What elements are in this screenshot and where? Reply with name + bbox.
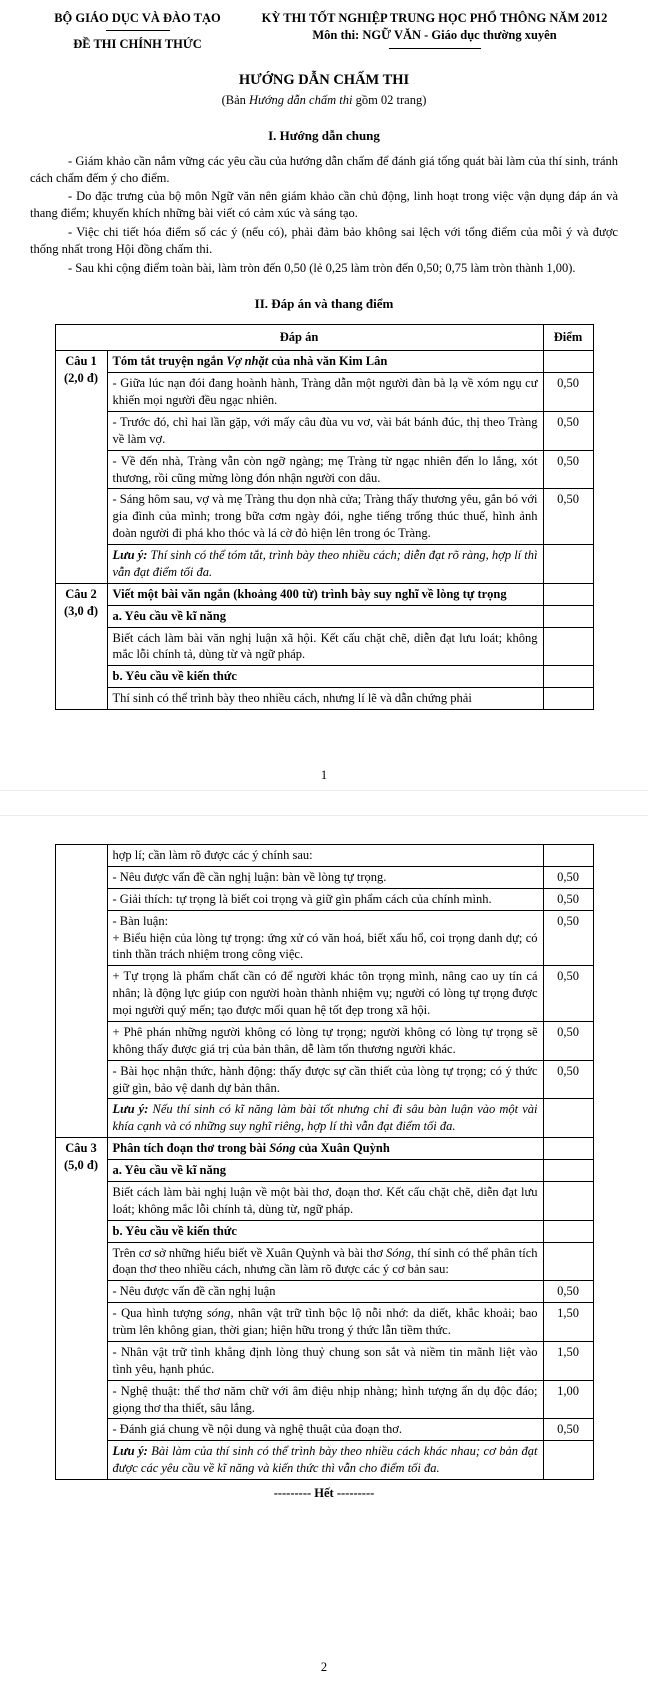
section-1-heading: I. Hướng dẫn chung (268, 128, 380, 144)
text-segment: Thí sinh có thể tóm tắt, trình bày theo nhiều cách; diễn đạt rõ ràng, hợp lí thì vẫn đạt điểm tối đa. (112, 548, 538, 579)
answer-paragraph (113, 491, 538, 542)
answer-paragraph (113, 1305, 538, 1339)
table-row (55, 450, 593, 489)
score-cell: 0,50 (543, 966, 593, 1022)
answer-cell (107, 666, 543, 688)
score-cell: 0,50 (543, 1419, 593, 1441)
answer-paragraph (113, 891, 538, 908)
guideline-item-1: - Giám khảo cần nắm vững các yêu cầu của hướng dẫn chấm để đánh giá tổng quát bài làm của thí sinh, tránh cách chấm đếm ý cho điểm. (30, 153, 618, 185)
table-row (55, 1021, 593, 1060)
table-row (55, 545, 593, 584)
answer-cell (107, 1138, 543, 1160)
question-points: (2,0 đ) (63, 371, 99, 386)
table-row (55, 583, 593, 605)
question-number: Câu 3 (65, 1141, 97, 1156)
table-header-row (55, 325, 593, 351)
text-segment: a. Yêu cầu về kĩ năng (112, 608, 226, 623)
answer-paragraph (113, 1024, 538, 1058)
score-cell: 1,00 (543, 1380, 593, 1419)
answer-paragraph (113, 1184, 538, 1218)
answer-cell (107, 966, 543, 1022)
answer-cell (107, 845, 543, 867)
text-segment: - Nghệ thuật: thể thơ năm chữ với âm điệu nhịp nhàng; hình tượng ẩn dụ độc đáo; giọng thơ tha thiết, sâu lắng. (112, 1383, 538, 1415)
answer-paragraph (113, 1383, 538, 1417)
answer-cell (107, 1242, 543, 1281)
score-cell (543, 1160, 593, 1182)
score-cell: 0,50 (543, 1021, 593, 1060)
answer-cell (107, 351, 543, 373)
score-cell: 0,50 (543, 1060, 593, 1099)
answer-paragraph (113, 375, 538, 409)
table-row (55, 1303, 593, 1342)
text-segment: b. Yêu cầu về kiến thức (112, 1223, 237, 1238)
answer-cell (107, 373, 543, 412)
answer-cell (107, 489, 543, 545)
answer-paragraph (113, 414, 538, 448)
text-segment: Vợ nhặt (226, 354, 269, 369)
page-break (0, 790, 648, 816)
score-column-header: Điểm (543, 325, 593, 351)
answer-cell (107, 627, 543, 666)
text-segment: Lưu ý: (112, 1102, 149, 1117)
answer-cell (107, 605, 543, 627)
subtitle-post: gồm 02 trang) (352, 93, 427, 108)
exam-title: KỲ THI TỐT NGHIỆP TRUNG HỌC PHỔ THÔNG NĂM 2012 (261, 11, 608, 25)
answer-cell (107, 411, 543, 450)
text-segment: Lưu ý: (112, 548, 148, 563)
table-row (55, 605, 593, 627)
answer-column-header: Đáp án (55, 325, 543, 351)
answer-paragraph (113, 1063, 538, 1097)
question-label-cell (55, 1138, 107, 1480)
text-segment: Lưu ý: (112, 1444, 148, 1459)
guideline-item-2: - Do đặc trưng của bộ môn Ngữ văn nên giám khảo cần chủ động, linh hoạt trong việc vận dụng đáp án và thang điểm; khuyến khích những bài viết có cảm xúc và sáng tạo. (30, 189, 618, 221)
answer-cell (107, 888, 543, 910)
text-segment: sóng (206, 1306, 231, 1321)
section-2-heading: II. Đáp án và thang điểm (254, 295, 394, 311)
answer-paragraph (113, 1421, 538, 1438)
answer-paragraph (113, 630, 538, 664)
table-row (55, 1181, 593, 1220)
answer-paragraph (113, 547, 538, 581)
question-label-cell (55, 845, 107, 1138)
answer-cell (107, 1021, 543, 1060)
page-1 (0, 0, 648, 790)
text-segment: của Xuân Quỳnh (295, 1141, 390, 1156)
question-points: (3,0 đ) (63, 603, 99, 618)
score-cell: 0,50 (543, 1281, 593, 1303)
table-row (55, 845, 593, 867)
text-segment: - Bài học nhận thức, hành động: thấy được sự cần thiết của lòng tự trọng; có ý thức giữ gìn, bảo vệ danh dự bản thân. (112, 1063, 538, 1095)
text-segment: Sóng (386, 1245, 412, 1260)
answer-paragraph (113, 1140, 538, 1157)
table-row (55, 1220, 593, 1242)
score-cell (543, 1099, 593, 1138)
table-row (55, 866, 593, 888)
table-row (55, 1419, 593, 1441)
score-cell: 0,50 (543, 411, 593, 450)
table-row (55, 373, 593, 412)
text-segment: , thí sinh có thể phân tích đoạn thơ theo nhiều cách, nhưng cần làm rõ được các ý cơ bản sau: (112, 1245, 538, 1277)
answer-cell (107, 545, 543, 584)
question-number: Câu 1 (65, 354, 97, 369)
answer-paragraph (113, 913, 538, 930)
document-subtitle (30, 92, 618, 109)
answer-cell (107, 450, 543, 489)
answer-paragraph (113, 353, 538, 370)
score-cell: 0,50 (543, 866, 593, 888)
header-rule-left (106, 30, 170, 31)
end-mark: --------- Hết --------- (273, 1486, 375, 1500)
text-segment: Sóng (269, 1141, 296, 1156)
text-segment: - Nhân vật trữ tình khẳng định lòng thuỷ chung son sắt và niềm tin mãnh liệt vào tình yêu, hạnh phúc. (112, 1344, 538, 1376)
question-label-cell (55, 351, 107, 584)
answer-paragraph (113, 668, 538, 685)
answer-cell (107, 1441, 543, 1480)
answer-paragraph (113, 1443, 538, 1477)
answer-paragraph (113, 930, 538, 964)
subtitle-italic: Hướng dẫn chấm thi (249, 93, 353, 108)
document-header (30, 10, 618, 53)
score-cell: 0,50 (543, 450, 593, 489)
score-cell (543, 545, 593, 584)
score-cell: 1,50 (543, 1303, 593, 1342)
table-row (55, 888, 593, 910)
text-segment: Trên cơ sở những hiểu biết về Xuân Quỳnh và bài thơ (112, 1245, 387, 1260)
score-cell (543, 1220, 593, 1242)
answer-cell (107, 1281, 543, 1303)
table-row (55, 489, 593, 545)
guideline-item-4: - Sau khi cộng điểm toàn bài, làm tròn đến 0,50 (lẻ 0,25 làm tròn đến 0,50; 0,75 làm tròn thành 1,00). (68, 260, 576, 275)
score-cell (543, 1138, 593, 1160)
answer-paragraph (113, 1162, 538, 1179)
header-rule-right (389, 48, 481, 49)
score-cell (543, 351, 593, 373)
answer-cell (107, 583, 543, 605)
page-2-number: 2 (320, 1660, 328, 1675)
text-segment: Bài làm của thí sinh có thể trình bày theo nhiều cách khác nhau; cơ bản đạt được các yêu cầu về kĩ năng và kiến thức thì vẫn cho điểm tối đa. (112, 1444, 538, 1476)
text-segment: Biết cách làm bài văn nghị luận xã hội. Kết cấu chặt chẽ, diễn đạt lưu loát; không mắc lỗi chính tả, dùng từ và ngữ pháp. (112, 630, 538, 662)
question-points: (5,0 đ) (63, 1158, 99, 1172)
text-segment: của nhà văn Kim Lân (268, 354, 388, 369)
answer-paragraph (113, 1344, 538, 1378)
answer-paragraph (113, 690, 538, 707)
page-1-number: 1 (320, 768, 328, 783)
answer-cell (107, 1099, 543, 1138)
score-cell: 0,50 (543, 910, 593, 966)
text-segment: hợp lí; cần làm rõ được các ý chính sau: (112, 848, 313, 862)
table-row (55, 351, 593, 373)
answer-paragraph (113, 586, 538, 603)
official-exam-label: ĐỀ THI CHÍNH THỨC (73, 36, 202, 51)
answer-paragraph (113, 1101, 538, 1135)
text-segment: + Biểu hiện của lòng tự trọng: ứng xử có văn hoá, biết xấu hổ, coi trọng danh dự; có tinh thần trách nhiệm trong công việc. (112, 930, 538, 962)
answer-paragraph (113, 453, 538, 487)
answer-paragraph (113, 869, 538, 886)
question-number: Câu 2 (65, 586, 97, 601)
text-segment: - Nêu được vấn đề cần nghị luận (112, 1284, 276, 1299)
answer-paragraph (113, 847, 538, 864)
table-row (55, 1138, 593, 1160)
table-row (55, 666, 593, 688)
answer-cell (107, 866, 543, 888)
text-segment: + Phê phán những người không có lòng tự trọng; người không có lòng tự trọng sẽ không thấy được giá trị của bản thân, dễ làm tổn thương người khác. (112, 1024, 538, 1056)
issuing-authority-block (30, 10, 245, 53)
table-row (55, 1242, 593, 1281)
answer-cell (107, 1060, 543, 1099)
table-row (55, 1441, 593, 1480)
answer-paragraph (113, 1245, 538, 1279)
text-segment: + Tự trọng là phẩm chất cần có để người khác tôn trọng mình, nâng cao uy tín cá nhân; là động lực giúp con người hoàn thành nhiệm vụ; người có lòng tự trọng được mọi người quý mến; tạo được mối quan hệ tốt đẹp trong xã hội. (112, 969, 538, 1017)
score-cell: 0,50 (543, 373, 593, 412)
text-segment: - Giải thích: tự trọng là biết coi trọng và giữ gìn phẩm cách của chính mình. (112, 891, 492, 906)
text-segment: Viết một bài văn ngắn (khoảng 400 từ) trình bày suy nghĩ về lòng tự trọng (112, 586, 507, 601)
question-label-cell (55, 583, 107, 709)
answer-cell (107, 1181, 543, 1220)
table-row (55, 1341, 593, 1380)
exam-subject: Môn thi: NGỮ VĂN - Giáo dục thường xuyên (312, 27, 557, 42)
answer-paragraph (113, 968, 538, 1019)
answer-cell (107, 910, 543, 966)
answer-cell (107, 1380, 543, 1419)
score-cell: 0,50 (543, 888, 593, 910)
text-segment: b. Yêu cầu về kiến thức (112, 669, 237, 684)
score-cell (543, 583, 593, 605)
answer-paragraph (113, 1283, 538, 1300)
answer-paragraph (113, 1223, 538, 1240)
table-row (55, 627, 593, 666)
table-row (55, 966, 593, 1022)
score-cell: 0,50 (543, 489, 593, 545)
table-row (55, 1060, 593, 1099)
text-segment: Nếu thí sinh có kĩ năng làm bài tốt nhưng chỉ đi sâu bàn luận vào một vài khía cạnh và có những suy nghĩ riêng, hợp lí thì vẫn đạt điểm tối đa. (112, 1102, 538, 1134)
score-cell (543, 1181, 593, 1220)
text-segment: Biết cách làm bài nghị luận về một bài thơ, đoạn thơ. Kết cấu chặt chẽ, diễn đạt lưu loát; không mắc lỗi chính tả, dùng từ, ngữ pháp. (112, 1184, 538, 1216)
answer-cell (107, 1419, 543, 1441)
document-title: HƯỚNG DẪN CHẤM THI (238, 71, 410, 88)
answer-table-page-1 (55, 324, 594, 710)
ministry-name: BỘ GIÁO DỤC VÀ ĐÀO TẠO (54, 11, 221, 25)
text-segment: , nhân vật trữ tình bộc lộ nỗi nhớ: da diết, khắc khoải; bao trùm lên không gian, thời gian; hiện hữu trong ý thức lẫn tiềm thức. (112, 1306, 538, 1337)
answer-cell (107, 688, 543, 710)
exam-title-block (245, 10, 618, 51)
table-row (55, 688, 593, 710)
answer-cell (107, 1341, 543, 1380)
text-segment: - Về đến nhà, Tràng vẫn còn ngỡ ngàng; mẹ Tràng từ ngạc nhiên đến lo lắng, xót thương, rồi cũng mừng lòng đón nhận người con dâu. (112, 453, 538, 485)
score-cell (543, 666, 593, 688)
text-segment: - Nêu được vấn đề cần nghị luận: bàn về lòng tự trọng. (112, 869, 387, 884)
table-row (55, 1160, 593, 1182)
text-segment: Thí sinh có thể trình bày theo nhiều cách, nhưng lí lẽ và dẫn chứng phải (112, 691, 472, 706)
score-cell (543, 1441, 593, 1480)
page-2 (0, 816, 648, 1682)
score-cell: 1,50 (543, 1341, 593, 1380)
text-segment: - Trước đó, chỉ hai lần gặp, với mấy câu đùa vu vơ, vài bát bánh đúc, thị theo Tràng về làm vợ. (112, 414, 538, 446)
answer-cell (107, 1303, 543, 1342)
text-segment: Tóm tắt truyện ngắn (112, 354, 227, 369)
table-row (55, 1099, 593, 1138)
subtitle-pre: (Bản (221, 93, 250, 108)
answer-cell (107, 1220, 543, 1242)
text-segment: Phân tích đoạn thơ trong bài (112, 1141, 270, 1156)
score-cell (543, 1242, 593, 1281)
text-segment: - Đánh giá chung về nội dung và nghệ thuật của đoạn thơ. (112, 1422, 403, 1437)
table-row (55, 910, 593, 966)
answer-cell (107, 1160, 543, 1182)
table-row (55, 1281, 593, 1303)
text-segment: - Bàn luận: (112, 913, 169, 928)
text-segment: - Qua hình tượng (112, 1306, 207, 1321)
answer-table-page-2 (55, 844, 594, 1480)
score-cell (543, 627, 593, 666)
text-segment: - Giữa lúc nạn đói đang hoành hành, Tràng dẫn một người đàn bà lạ về xóm ngụ cư khiến mọi người đều ngạc nhiên. (112, 376, 538, 408)
text-segment: a. Yêu cầu về kĩ năng (112, 1163, 226, 1177)
answer-paragraph (113, 608, 538, 625)
guideline-item-3: - Việc chi tiết hóa điểm số các ý (nếu có), phải đảm bảo không sai lệch với tổng điểm của mỗi ý và được thống nhất trong Hội đồng chấm thi. (30, 225, 618, 257)
table-row (55, 411, 593, 450)
score-cell (543, 605, 593, 627)
score-cell (543, 845, 593, 867)
text-segment: - Sáng hôm sau, vợ và mẹ Tràng thu dọn nhà cửa; Tràng thấy thương yêu, gắn bó với gia đình của mình; trong bữa cơm ngày đói, nghe tiếng trống thúc thuế, hình ảnh đoàn người đi phá kho thóc và lá cờ đỏ hiện lên trong óc Tràng. (112, 492, 538, 541)
table-row (55, 1380, 593, 1419)
score-cell (543, 688, 593, 710)
